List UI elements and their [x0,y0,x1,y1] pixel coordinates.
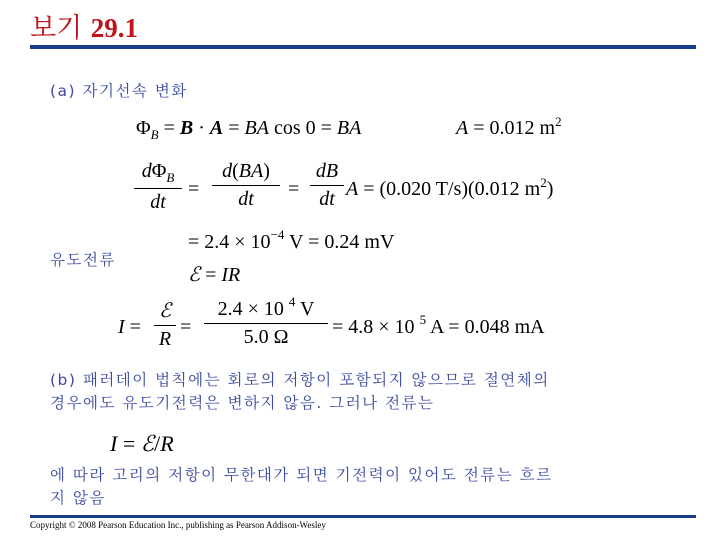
deriv-rhs-tail: A = (0.020 T/s)(0.012 $m^2$) [346,175,554,200]
area-equation: A = 0.012 $m^2$ [456,114,562,139]
emf-equation: ℰ = IR [188,264,241,286]
slide-title-number: 29.1 [90,13,139,43]
deriv-rhs-denominator: dt [319,188,335,210]
current-lhs: I = [118,316,141,338]
part-b-text-line3: 에 따라 고리의 저항이 무한대가 되면 기전력이 있어도 전류는 흐르 [50,466,553,484]
equals-sign: = [180,316,192,338]
current-frac2-numerator: 2.4 × 10 $^4$ V [204,298,328,324]
slide-title-korean: 보기 [30,13,83,44]
induced-current-label: 유도전류 [50,251,116,269]
equals-sign: = [288,178,300,200]
deriv-mid-fraction [212,160,280,211]
deriv-rhs-numerator: dB [310,160,344,186]
part-a-heading: (a) 자기선속 변화 [50,82,188,100]
deriv-mid-numerator: d(BA) [212,160,280,186]
deriv-rhs-fraction [310,160,344,211]
current-result: = 4.8 × 10 $^5$ A = 0.048 mA [332,312,545,338]
current-frac2-denominator: 5.0 Ω [243,326,289,348]
part-b-text-line2: 경우에도 유도기전력은 변하지 않음. 그러나 전류는 [50,394,435,412]
deriv-mid-denominator: dt [238,188,254,210]
deriv-result: = $2.4 \times 10^{-4}$ V = 0.24 mV [188,227,395,253]
part-b-text-line1: (b) 패러데이 법칙에는 회로의 저항이 포함되지 않으므로 절연체의 [50,371,550,389]
slide-title [30,6,138,45]
footer-rule [30,515,696,518]
deriv-lhs-denominator: dt [150,191,166,213]
copyright-notice: Copyright © 2008 Pearson Education Inc., publishing as Pearson Addison-Wesley [30,520,326,530]
part-b-text-line4: 지 않음 [50,489,106,507]
current-frac2 [204,294,328,349]
equals-sign: = [188,178,200,200]
deriv-lhs-fraction [134,160,182,214]
current-frac1 [154,298,176,351]
deriv-lhs-numerator: $d\Phi_B$ [134,160,182,189]
flux-equation: $\Phi_B = B \cdot A$ = BA cos 0 = BA [136,117,362,142]
title-underline [30,45,696,49]
current-frac1-numerator: ℰ [154,298,176,326]
current-frac1-denominator: R [158,328,172,350]
ohms-law-equation: I = ℰ/R [110,431,174,456]
